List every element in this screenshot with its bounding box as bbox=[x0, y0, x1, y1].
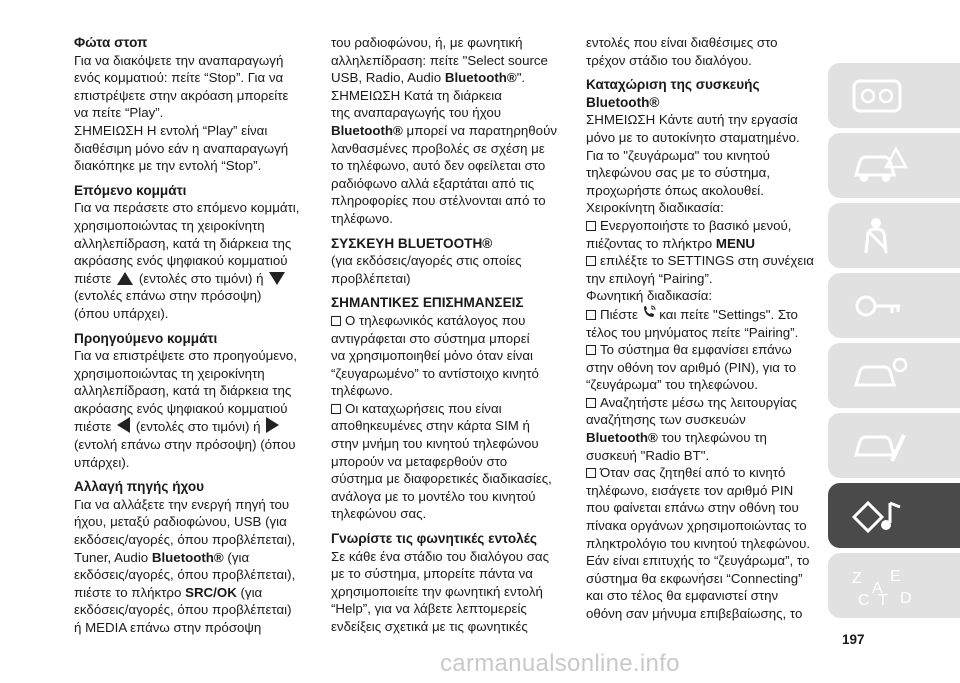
text-line: χρησιμοποιώντας τη χειροκίνητη bbox=[74, 365, 265, 381]
text-line: Ο τηλεφωνικός κατάλογος που bbox=[345, 312, 526, 328]
index-letter: C bbox=[858, 592, 870, 607]
tab-multimedia[interactable] bbox=[828, 483, 960, 548]
text-line: οθόνη σαν μήνυμα επιβεβαίωσης, το bbox=[586, 606, 803, 621]
text-line: εκδόσεις/αγορές, όπου προβλέπεται) bbox=[74, 602, 292, 618]
alphabet-index-icon bbox=[850, 565, 930, 607]
arrow-left-icon bbox=[117, 417, 130, 433]
index-letter: Z bbox=[852, 570, 862, 587]
tab-seatbelt[interactable] bbox=[828, 203, 960, 268]
heading-brake-lights: Φώτα στοπ bbox=[74, 35, 148, 50]
bullet-item bbox=[586, 217, 826, 252]
text-line: τηλεφώνου σας. bbox=[331, 506, 427, 522]
bullet-item bbox=[586, 252, 826, 287]
paragraph bbox=[331, 548, 581, 636]
text-line: Φωνητική διαδικασία: bbox=[586, 288, 713, 304]
tab-safety[interactable] bbox=[828, 133, 960, 198]
tab-index[interactable] bbox=[828, 553, 960, 618]
text-line: πιέστε το πλήκτρο bbox=[74, 584, 182, 600]
text-line: ". bbox=[516, 70, 526, 86]
text-line: επιστρέψετε στην ακρόαση μπορείτε bbox=[74, 87, 289, 103]
text-line: (για εκδόσεις/αγορές στις οποίες bbox=[331, 253, 522, 269]
text-line: “ζευγαρωμένο” το αντίστοιχο κινητό bbox=[331, 365, 539, 381]
text-line: χρησιμοποιείτε την φωνητική εντολή bbox=[331, 583, 543, 599]
text-line: (για bbox=[240, 584, 263, 600]
text-line: την επιλογή “Pairing”. bbox=[586, 270, 713, 286]
text-line: εντολές που είναι διαθέσιμες στο bbox=[586, 35, 778, 50]
text-line: “Help”, για να λάβετε λεπτομερείς bbox=[331, 601, 527, 617]
text-line: τηλέφωνο, εισάγετε τον αριθμό PIN bbox=[586, 482, 794, 498]
paragraph bbox=[586, 111, 826, 217]
text-line: μπορεί να παρατηρηθούν bbox=[406, 122, 558, 138]
heading-previous-track: Προηγούμενο κομμάτι bbox=[74, 330, 218, 346]
text-line: πιέστε bbox=[74, 419, 112, 435]
text-line: αντιγράφεται στο σύστημα μπορεί bbox=[331, 330, 530, 346]
bullet-square-icon bbox=[331, 316, 341, 326]
text-line: Το σύστημα θα εμφανίσει επάνω bbox=[600, 342, 792, 358]
text-line: ΣΗΜΕΙΩΣΗ Κάντε αυτή την εργασία bbox=[586, 112, 798, 128]
text-line: προβλέπεται) bbox=[331, 270, 411, 286]
text-line: διαθέσιμη μόνο εάν η αναπαραγωγή bbox=[74, 140, 289, 156]
text-line: και πείτε "Settings". Στο bbox=[659, 306, 798, 322]
note-paragraph bbox=[74, 122, 324, 175]
bold-term: Bluetooth® bbox=[444, 70, 517, 86]
bullet-item bbox=[331, 400, 581, 523]
bullet-square-icon bbox=[586, 345, 596, 355]
chapter-tab-sidebar bbox=[828, 63, 960, 663]
text-line: τηλέφωνο. bbox=[331, 210, 393, 226]
text-line: (εντολές στο τιμόνι) ή bbox=[135, 419, 261, 435]
arrow-up-icon bbox=[117, 272, 133, 285]
text-line: στην μνήμη του κινητού τηλεφώνου bbox=[331, 436, 539, 452]
note-paragraph bbox=[331, 87, 581, 228]
media-music-icon bbox=[850, 495, 910, 537]
text-line: σύστημα θα εκφωνήσει “Connecting” bbox=[586, 570, 803, 586]
paragraph bbox=[74, 496, 324, 637]
heading-bluetooth-registration bbox=[586, 76, 826, 111]
text-line: Σε κάθε ένα στάδιο του διαλόγου σας bbox=[331, 548, 550, 564]
text-line: Οι καταχωρήσεις που είναι bbox=[345, 400, 502, 416]
text-line: Καταχώριση της συσκευής bbox=[586, 77, 760, 93]
text-line: τηλέφωνο. bbox=[331, 383, 393, 399]
heading-change-audio-source: Αλλαγή πηγής ήχου bbox=[74, 479, 205, 495]
text-line: ΣΗΜΕΙΩΣΗ Η εντολή “Play” είναι bbox=[74, 122, 268, 138]
bullet-item bbox=[586, 305, 826, 341]
text-line: αλληλεπίδραση, κατά τη διάρκεια της bbox=[74, 383, 292, 399]
text-line: ή MEDIA επάνω στην πρόσοψη bbox=[74, 620, 262, 635]
text-line: επιλέξτε το SETTINGS στη συνέχεια bbox=[600, 253, 814, 269]
paragraph bbox=[74, 347, 324, 471]
text-line: πιέστε bbox=[74, 270, 112, 286]
text-line: εκδόσεις/αγορές, όπου προβλέπεται), bbox=[74, 532, 296, 548]
text-line: ήχου, μεταξύ ραδιοφώνου, USB (για bbox=[74, 514, 287, 530]
text-line: “ζευγάρωμα” του τηλεφώνου. bbox=[586, 377, 758, 393]
car-warning-icon bbox=[850, 145, 910, 187]
bold-term: MENU bbox=[715, 235, 756, 251]
text-line: του ραδιοφώνου, ή, με φωνητική bbox=[331, 35, 523, 50]
text-line: στην οθόνη τον αριθμό (PIN), για το bbox=[586, 359, 797, 375]
tab-maintenance[interactable] bbox=[828, 413, 960, 478]
text-line: Για να περάσετε στο επόμενο κομμάτι, bbox=[74, 200, 300, 216]
text-line: πιέζοντας το πλήκτρο bbox=[586, 235, 713, 251]
text-line: να χρησιμοποιηθεί μόνο όταν είναι bbox=[331, 348, 533, 364]
car-key-icon bbox=[850, 285, 910, 327]
bullet-item bbox=[331, 312, 581, 400]
bullet-square-icon bbox=[586, 221, 596, 231]
text-line: Χειροκίνητη διαδικασία: bbox=[586, 200, 724, 216]
text-line: τέλος του μηνύματος πείτε “Pairing”. bbox=[586, 324, 799, 340]
car-gear-icon bbox=[850, 355, 910, 397]
text-line: μπορούν να μεταφερθούν στο bbox=[331, 453, 508, 469]
text-line: (εντολή επάνω στην πρόσοψη) (όπου bbox=[74, 437, 296, 453]
text-line: να πείτε “Play”. bbox=[74, 105, 164, 121]
text-line: αλληλεπίδραση: πείτε "Select source bbox=[331, 52, 548, 68]
index-letter: T bbox=[878, 592, 888, 607]
phone-voice-icon bbox=[642, 305, 656, 324]
text-line: πληκτρολόγιο του κινητού τηλεφώνου. bbox=[586, 535, 811, 551]
text-line: Ενεργοποιήστε το βασικό μενού, bbox=[600, 217, 792, 233]
text-line: (εντολές επάνω στην πρόσοψη) bbox=[74, 288, 262, 304]
text-line: υπάρχει). bbox=[74, 454, 130, 470]
paragraph bbox=[586, 34, 826, 69]
text-line: Για το "ζευγάρωμα" του κινητού bbox=[586, 147, 770, 163]
bullet-item bbox=[586, 394, 826, 464]
paragraph bbox=[74, 199, 324, 322]
paragraph bbox=[331, 252, 581, 287]
text-line: του τηλεφώνου τη bbox=[661, 430, 767, 446]
text-line: της αναπαραγωγής του ήχου bbox=[331, 105, 501, 121]
text-line: Όταν σας ζητηθεί από το κινητό bbox=[600, 465, 786, 481]
bullet-item bbox=[586, 464, 826, 622]
seatbelt-person-icon bbox=[850, 215, 910, 257]
text-line: μόνο με το αυτοκίνητο σταματημένο. bbox=[586, 129, 800, 145]
text-line: (εντολές στο τιμόνι) ή bbox=[138, 270, 264, 286]
text-line: αναζήτησης των συσκευών bbox=[586, 412, 746, 428]
text-line: χρησιμοποιώντας τη χειροκίνητη bbox=[74, 217, 265, 233]
text-line: Για να επιστρέψετε στο προηγούμενο, bbox=[74, 348, 297, 364]
text-line: ακρόασης ενός ψηφιακού κομματιού bbox=[74, 400, 288, 416]
heading-next-track: Επόμενο κομμάτι bbox=[74, 182, 187, 198]
arrow-down-icon bbox=[269, 272, 285, 285]
text-line: ανάλογα με το μοντέλο του κινητού bbox=[331, 488, 536, 504]
index-letter: E bbox=[890, 568, 901, 585]
text-line: τηλεφώνου σας με το σύστημα, bbox=[586, 165, 771, 181]
arrow-right-icon bbox=[266, 417, 279, 433]
text-line: πίνακα οργάνων χρησιμοποιώντας το bbox=[586, 518, 807, 534]
text-line: Για να αλλάξετε την ενεργή πηγή του bbox=[74, 496, 290, 512]
text-line: USB, Radio, Audio bbox=[331, 70, 442, 86]
text-line: Πιέστε bbox=[600, 306, 638, 322]
bold-term: Bluetooth® bbox=[331, 122, 403, 138]
tab-technical[interactable] bbox=[828, 343, 960, 408]
text-line: Bluetooth® bbox=[586, 94, 660, 110]
bold-term: Bluetooth® bbox=[151, 549, 224, 565]
column-1 bbox=[74, 34, 324, 637]
text-line: διακόπηκε με την εντολή “Stop”. bbox=[74, 158, 262, 174]
text-line: Εάν είναι επιτυχής το “ζευγάρωμα”, το bbox=[586, 553, 810, 569]
page-number: 197 bbox=[842, 632, 865, 647]
text-line: ΣΗΜΕΙΩΣΗ Κατά τη διάρκεια bbox=[331, 87, 502, 103]
heading-bluetooth-device: ΣΥΣΚΕΥΗ BLUETOOTH® bbox=[331, 235, 493, 251]
paragraph bbox=[74, 52, 324, 122]
text-line: ενδείξεις σχετικά με τις φωνητικές bbox=[331, 619, 528, 634]
column-2 bbox=[331, 34, 581, 636]
bullet-square-icon bbox=[586, 398, 596, 408]
text-line: τρέχον στάδιο του διαλόγου. bbox=[586, 52, 752, 68]
text-line: προχωρήστε όπως ακολουθεί. bbox=[586, 182, 764, 198]
watermark: carmanualsonline.info bbox=[440, 650, 680, 677]
bold-term: Bluetooth® bbox=[586, 430, 658, 446]
bullet-square-icon bbox=[586, 468, 596, 478]
text-line: ακρόασης ενός ψηφιακού κομματιού bbox=[74, 253, 288, 269]
text-line: λανθασμένες προβολές σε σχέση με bbox=[331, 140, 545, 156]
text-line: Tuner, Audio bbox=[74, 549, 149, 565]
text-line: (για bbox=[227, 549, 250, 565]
text-line: αλληλεπίδραση, κατά τη διάρκεια της bbox=[74, 235, 292, 251]
text-line: συσκευή "Radio BT". bbox=[586, 447, 710, 463]
tab-dashboard[interactable] bbox=[828, 63, 960, 128]
text-line: εκδόσεις/αγορές, όπου προβλέπεται), bbox=[74, 567, 296, 583]
text-line: σύστημα με διαφορετικές διαδικασίες, bbox=[331, 471, 552, 487]
bullet-square-icon bbox=[586, 256, 596, 266]
bullet-square-icon bbox=[331, 404, 341, 414]
text-line: ενός κομματιού: πείτε “Stop”. Για να bbox=[74, 70, 284, 86]
heading-voice-commands: Γνωρίστε τις φωνητικές εντολές bbox=[331, 531, 537, 547]
paragraph bbox=[331, 34, 581, 87]
column-3 bbox=[586, 34, 826, 623]
text-line: με το σύστημα, μπορείτε πάντα να bbox=[331, 566, 533, 582]
car-dashboard-icon bbox=[850, 75, 910, 117]
paragraph bbox=[586, 287, 826, 305]
text-line: που φαίνεται επάνω στην οθόνη του bbox=[586, 500, 799, 516]
heading-important-notes: ΣΗΜΑΝΤΙΚΕΣ ΕΠΙΣΗΜΑΝΣΕΙΣ bbox=[331, 295, 524, 311]
bullet-square-icon bbox=[586, 310, 596, 320]
index-letter: D bbox=[900, 590, 912, 607]
bold-term: SRC/OK bbox=[185, 584, 237, 600]
tab-key[interactable] bbox=[828, 273, 960, 338]
text-line: Αναζητήστε μέσω της λειτουργίας bbox=[600, 394, 797, 410]
text-line: αποθηκευμένες στην κάρτα SIM ή bbox=[331, 418, 530, 434]
text-line: Για να διακόψετε την αναπαραγωγή bbox=[74, 52, 284, 68]
text-line: (όπου υπάρχει). bbox=[74, 305, 169, 321]
text-line: το τηλέφωνο, αυτό δεν οφείλεται στο bbox=[331, 158, 546, 174]
index-letter: A bbox=[872, 580, 883, 597]
text-line: ραδιόφωνο αλλά εξαρτάται από τις bbox=[331, 175, 535, 191]
bullet-item bbox=[586, 341, 826, 394]
text-line: πληροφορίες που στέλνονται από το bbox=[331, 193, 546, 209]
car-wrench-icon bbox=[850, 425, 910, 467]
text-line: και στο τέλος θα εμφανιστεί στην bbox=[586, 588, 779, 604]
